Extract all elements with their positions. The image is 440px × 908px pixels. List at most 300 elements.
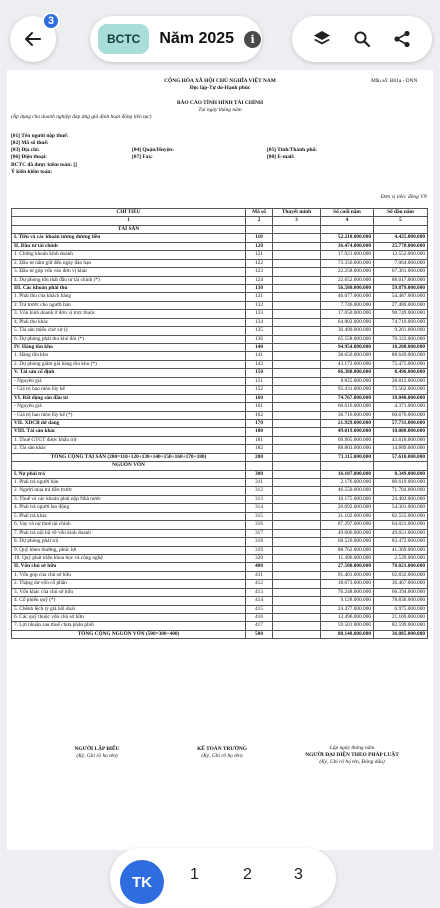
table-row xyxy=(12,580,428,588)
table-row xyxy=(12,259,428,267)
row-code: 400 xyxy=(246,563,273,571)
row-label: NGUỒN VỐN xyxy=(12,462,246,470)
page-2-button[interactable]: 2 xyxy=(243,866,252,883)
row-label: 1. Vốn góp của chủ sở hữu xyxy=(12,571,246,579)
page-3-button[interactable]: 3 xyxy=(294,866,303,883)
currency-unit: Đơn vị tiền: đồng VN xyxy=(380,194,427,200)
row-start-value: 88.649.000.000 xyxy=(374,352,428,360)
table-row xyxy=(12,529,428,537)
row-code: 180 xyxy=(246,428,273,436)
row-end-value: 22.652.000.000 xyxy=(321,276,374,284)
row-start-value: 21.169.000.000 xyxy=(374,614,428,622)
row-note-ref xyxy=(273,419,321,427)
row-note-ref xyxy=(273,436,321,444)
row-start-value: 7.064.000.000 xyxy=(374,259,428,267)
row-start-value: 57.731.000.000 xyxy=(374,419,428,427)
row-note-ref xyxy=(273,284,321,292)
table-row xyxy=(12,521,428,529)
row-note-ref xyxy=(273,512,321,520)
row-code: 131 xyxy=(246,293,273,301)
row-label: II. Đầu tư tài chính xyxy=(12,242,246,250)
form-label: Mẫu số: B01a - DNN xyxy=(371,78,418,84)
row-note-ref xyxy=(273,394,321,402)
row-code: 162 xyxy=(246,411,273,419)
row-start-value: 8.496.000.000 xyxy=(374,369,428,377)
row-code: 136 xyxy=(246,335,273,343)
field-05: [05] Tỉnh/Thành phố: xyxy=(267,147,317,153)
row-label: I. Tiền và các khoản tương đương tiền xyxy=(12,234,246,242)
date-line: Tại ngày tháng năm xyxy=(198,107,242,113)
row-end-value: 36.716.000.000 xyxy=(321,411,374,419)
row-note-ref xyxy=(273,445,321,453)
row-start-value: 43.618.000.000 xyxy=(374,436,428,444)
motto: Độc lập-Tự do-Hạnh phúc xyxy=(189,85,251,91)
col-number: 5 xyxy=(374,217,428,225)
row-note-ref xyxy=(273,242,321,250)
row-code: 414 xyxy=(246,597,273,605)
row-code: 110 xyxy=(246,234,273,242)
row-note-ref xyxy=(273,352,321,360)
row-note-ref xyxy=(273,403,321,411)
table-row xyxy=(12,571,428,579)
table-row xyxy=(12,335,428,343)
row-end-value: 69.905.000.000 xyxy=(321,436,374,444)
field-06: [06] Điện thoại: xyxy=(11,154,47,160)
row-start-value: 14.689.000.000 xyxy=(374,445,428,453)
row-end-value: 13.496.000.000 xyxy=(321,614,374,622)
row-note-ref xyxy=(273,546,321,554)
field-07: [07] Fax: xyxy=(132,154,153,160)
row-code: 417 xyxy=(246,622,273,630)
table-row xyxy=(12,462,428,470)
row-label: 2. Dự phòng giảm giá hàng tồn kho (*) xyxy=(12,360,246,368)
row-label: I. Nợ phải trả xyxy=(12,470,246,478)
table-row xyxy=(12,588,428,596)
row-end-value xyxy=(321,225,374,233)
row-note-ref xyxy=(273,335,321,343)
row-code xyxy=(246,462,273,470)
row-start-value: 70.333.000.000 xyxy=(374,335,428,343)
row-start-value: 49.651.000.000 xyxy=(374,529,428,537)
row-label: 2. Trả trước cho người bán xyxy=(12,301,246,309)
row-label: VIII. Tài sản khác xyxy=(12,428,246,436)
row-label: 8. Dự phòng phải trả xyxy=(12,538,246,546)
doc-code-chip: BCTC xyxy=(98,24,149,54)
row-start-value: 27.480.000.000 xyxy=(374,301,428,309)
row-end-value: 56.580.000.000 xyxy=(321,284,374,292)
row-note-ref xyxy=(273,369,321,377)
row-start-value: 30.467.000.000 xyxy=(374,580,428,588)
row-note-ref xyxy=(273,529,321,537)
row-end-value: 46.077.000.000 xyxy=(321,293,374,301)
preparer-note: (Ký, Ghi rõ họ tên) xyxy=(76,753,118,759)
table-row xyxy=(12,360,428,368)
row-code: 140 xyxy=(246,344,273,352)
row-note-ref xyxy=(273,268,321,276)
row-code: 124 xyxy=(246,276,273,284)
row-note-ref xyxy=(273,453,321,461)
row-label: TỔNG CỘNG NGUỒN VỐN (500=300+400) xyxy=(12,630,246,638)
row-label: 1. Phải trả người bán xyxy=(12,479,246,487)
opinion-line: Ý kiến kiểm toán: xyxy=(11,169,53,175)
page-1-button[interactable]: 1 xyxy=(190,866,199,883)
row-label: V. Tài sản cố định xyxy=(12,369,246,377)
table-row xyxy=(12,445,428,453)
field-01: [01] Tên người nộp thuế: xyxy=(11,133,69,139)
row-code: 312 xyxy=(246,487,273,495)
table-row xyxy=(12,614,428,622)
table-header-row xyxy=(12,209,428,217)
balance-sheet-table xyxy=(11,208,428,639)
notification-badge: 3 xyxy=(42,12,60,30)
row-label: 4. Cổ phiếu quỹ (*) xyxy=(12,597,246,605)
row-label: IV. Hàng tồn kho xyxy=(12,344,246,352)
row-label: 4. Phải trả người lao động xyxy=(12,504,246,512)
row-label: TÀI SẢN xyxy=(12,225,246,233)
row-end-value: 88.148.000.000 xyxy=(321,630,374,638)
row-end-value: 73.356.000.000 xyxy=(321,259,374,267)
row-end-value: 49.019.000.000 xyxy=(321,428,374,436)
table-row xyxy=(12,554,428,562)
accountant-title: KẾ TOÁN TRƯỞNG xyxy=(197,746,247,752)
row-label: - Nguyên giá xyxy=(12,403,246,411)
table-row xyxy=(12,538,428,546)
col-header: CHỈ TIÊU xyxy=(12,209,246,217)
actions-pill xyxy=(292,16,432,62)
row-code: 313 xyxy=(246,495,273,503)
row-end-value: 43.172.000.000 xyxy=(321,360,374,368)
document-title-pill[interactable] xyxy=(90,16,262,62)
row-label: III. Các khoản phải thu xyxy=(12,284,246,292)
arrow-left-icon xyxy=(21,27,45,51)
row-label: 6. Các quỹ thuộc vốn chủ sở hữu xyxy=(12,614,246,622)
row-end-value xyxy=(321,462,374,470)
row-end-value: 10.175.000.000 xyxy=(321,495,374,503)
row-code: 161 xyxy=(246,403,273,411)
row-start-value xyxy=(374,225,428,233)
row-end-value: 49.606.000.000 xyxy=(321,529,374,537)
row-label: 6. Dự phòng phải thu khó đòi (*) xyxy=(12,335,246,343)
row-code: 151 xyxy=(246,377,273,385)
row-note-ref xyxy=(273,554,321,562)
row-code: 170 xyxy=(246,419,273,427)
row-label: VII. XDCB dở dang xyxy=(12,419,246,427)
table-row xyxy=(12,369,428,377)
row-label: 3. Đầu tư góp vốn vào đơn vị khác xyxy=(12,268,246,276)
row-code: 415 xyxy=(246,605,273,613)
row-code: 311 xyxy=(246,479,273,487)
row-note-ref xyxy=(273,504,321,512)
row-note-ref xyxy=(273,495,321,503)
row-label: II. Vốn chủ sở hữu xyxy=(12,563,246,571)
row-label: 5. Phải trả khác xyxy=(12,512,246,520)
row-label: 9. Quỹ khen thưởng, phúc lợi xyxy=(12,546,246,554)
row-start-value: 36.085.000.000 xyxy=(374,630,428,638)
row-end-value: 71.115.000.000 xyxy=(321,453,374,461)
row-label: 3. Thuế và các khoản phải nộp Nhà nước xyxy=(12,495,246,503)
table-row xyxy=(12,630,428,638)
row-start-value: 54.301.000.000 xyxy=(374,504,428,512)
table-row xyxy=(12,419,428,427)
table-row xyxy=(12,605,428,613)
row-end-value: 20.092.000.000 xyxy=(321,504,374,512)
row-code: 182 xyxy=(246,445,273,453)
row-code: 123 xyxy=(246,268,273,276)
legal-rep-title: NGƯỜI ĐẠI DIỆN THEO PHÁP LUẬT xyxy=(305,752,399,758)
row-note-ref xyxy=(273,588,321,596)
row-end-value: 8.825.000.000 xyxy=(321,377,374,385)
row-end-value: 87.297.000.000 xyxy=(321,521,374,529)
row-note-ref xyxy=(273,462,321,470)
row-note-ref xyxy=(273,428,321,436)
table-row xyxy=(12,487,428,495)
table-row xyxy=(12,622,428,630)
row-start-value: 82.555.000.000 xyxy=(374,512,428,520)
row-code: 120 xyxy=(246,242,273,250)
row-end-value: 17.921.000.000 xyxy=(321,251,374,259)
col-number: 4 xyxy=(321,217,374,225)
row-code: 411 xyxy=(246,571,273,579)
row-start-value: 59.879.000.000 xyxy=(374,284,428,292)
table-row xyxy=(12,546,428,554)
row-note-ref xyxy=(273,487,321,495)
row-label: 3. Vốn kinh doanh ở đơn vị trực thuộc xyxy=(12,310,246,318)
row-code: 134 xyxy=(246,318,273,326)
row-start-value: 67.361.000.000 xyxy=(374,268,428,276)
row-label: 10. Quỹ phát triển khoa học và công nghệ xyxy=(12,554,246,562)
row-label: 6. Vay và nợ thuê tài chính xyxy=(12,521,246,529)
row-start-value: 75.475.000.000 xyxy=(374,360,428,368)
row-start-value: 6.975.000.000 xyxy=(374,605,428,613)
table-row xyxy=(12,284,428,292)
row-end-value: 68.520.000.000 xyxy=(321,538,374,546)
table-row xyxy=(12,310,428,318)
row-code: 200 xyxy=(246,453,273,461)
row-label: 1. Chứng khoán kinh doanh xyxy=(12,251,246,259)
applies-note: (Áp dụng cho doanh nghiệp đáp ứng giả định hoạt động liên tục) xyxy=(11,114,152,120)
row-note-ref xyxy=(273,597,321,605)
row-label: - Giá trị hao mòn lũy kế (*) xyxy=(12,411,246,419)
row-code: 316 xyxy=(246,521,273,529)
row-code: 300 xyxy=(246,470,273,478)
row-start-value xyxy=(374,462,428,470)
row-code: 315 xyxy=(246,512,273,520)
table-row xyxy=(12,512,428,520)
row-end-value: 76.248.000.000 xyxy=(321,588,374,596)
layers-icon[interactable] xyxy=(310,27,334,51)
row-start-value: 74.710.000.000 xyxy=(374,318,428,326)
row-start-value: 54.487.000.000 xyxy=(374,293,428,301)
row-end-value: 9.128.000.000 xyxy=(321,597,374,605)
row-start-value: 78.830.000.000 xyxy=(374,597,428,605)
table-row xyxy=(12,411,428,419)
year-title: Năm 2025 xyxy=(159,30,235,47)
table-row xyxy=(12,225,428,233)
info-icon[interactable]: i xyxy=(244,31,261,48)
table-row xyxy=(12,301,428,309)
row-start-value: 57.610.000.000 xyxy=(374,453,428,461)
row-end-value: 22.258.000.000 xyxy=(321,268,374,276)
row-note-ref xyxy=(273,344,321,352)
row-end-value: 11.496.000.000 xyxy=(321,554,374,562)
accountant-note: (Ký, Ghi rõ họ tên) xyxy=(201,753,243,759)
row-note-ref xyxy=(273,360,321,368)
field-08: [08] E-mail: xyxy=(267,154,295,160)
row-code: 130 xyxy=(246,284,273,292)
row-note-ref xyxy=(273,479,321,487)
row-note-ref xyxy=(273,377,321,385)
row-end-value: 30.490.000.000 xyxy=(321,327,374,335)
field-02: [02] Mã số thuế: xyxy=(11,140,49,146)
row-note-ref xyxy=(273,622,321,630)
row-code: 314 xyxy=(246,504,273,512)
row-code: 413 xyxy=(246,588,273,596)
row-start-value: 18.200.000.000 xyxy=(374,344,428,352)
share-icon[interactable] xyxy=(390,27,414,51)
row-label: VI. Bất động sản đầu tư xyxy=(12,394,246,402)
row-end-value: 65.558.000.000 xyxy=(321,335,374,343)
row-end-value: 18.673.000.000 xyxy=(321,580,374,588)
row-end-value: 21.929.000.000 xyxy=(321,419,374,427)
row-note-ref xyxy=(273,251,321,259)
table-row xyxy=(12,436,428,444)
row-start-value: 4.371.000.000 xyxy=(374,403,428,411)
row-start-value: 4.425.000.000 xyxy=(374,234,428,242)
table-row xyxy=(12,428,428,436)
row-note-ref xyxy=(273,293,321,301)
table-row xyxy=(12,403,428,411)
row-note-ref xyxy=(273,225,321,233)
row-end-value: 95.431.000.000 xyxy=(321,386,374,394)
row-start-value: 9.261.000.000 xyxy=(374,327,428,335)
row-label: TỔNG CỘNG TÀI SẢN (200=110+120+130+140+150+160+170+180) xyxy=(12,453,246,461)
row-note-ref xyxy=(273,630,321,638)
row-end-value: 91.401.000.000 xyxy=(321,571,374,579)
row-start-value: 18.040.000.000 xyxy=(374,394,428,402)
col-number: 3 xyxy=(273,217,321,225)
row-end-value: 46.550.000.000 xyxy=(321,487,374,495)
table-row xyxy=(12,453,428,461)
column-number-row xyxy=(12,217,428,225)
table-row xyxy=(12,504,428,512)
row-end-value: 66.616.000.000 xyxy=(321,403,374,411)
row-start-value: 71.784.000.000 xyxy=(374,487,428,495)
row-end-value: 27.500.000.000 xyxy=(321,563,374,571)
row-code: 319 xyxy=(246,546,273,554)
row-end-value: 17.050.000.000 xyxy=(321,310,374,318)
row-end-value: 88.762.000.000 xyxy=(321,546,374,554)
table-row xyxy=(12,327,428,335)
row-label: - Giá trị hao mòn lũy kế xyxy=(12,386,246,394)
tab-tk[interactable]: TK xyxy=(120,860,164,904)
row-end-value: 52.218.000.000 xyxy=(321,234,374,242)
row-start-value: 90.749.000.000 xyxy=(374,310,428,318)
row-end-value: 59.501.000.000 xyxy=(321,622,374,630)
row-label: 7. Lợi nhuận sau thuế chưa phân phối xyxy=(12,622,246,630)
row-end-value: 24.477.000.000 xyxy=(321,605,374,613)
row-note-ref xyxy=(273,538,321,546)
report-page xyxy=(7,70,433,850)
row-end-value: 86.380.000.000 xyxy=(321,369,374,377)
table-row xyxy=(12,563,428,571)
row-start-value: 10.000.000.000 xyxy=(374,428,428,436)
row-code: 181 xyxy=(246,436,273,444)
row-start-value: 83.472.000.000 xyxy=(374,538,428,546)
page-nav xyxy=(110,848,336,908)
row-start-value: 25.770.000.000 xyxy=(374,242,428,250)
table-row xyxy=(12,251,428,259)
row-code: 122 xyxy=(246,259,273,267)
table-row xyxy=(12,293,428,301)
row-end-value: 16.107.000.000 xyxy=(321,470,374,478)
sign-date: Lập ngày tháng năm xyxy=(329,745,375,751)
report-title: BÁO CÁO TÌNH HÌNH TÀI CHÍNH xyxy=(176,100,264,106)
row-code: 320 xyxy=(246,554,273,562)
table-row xyxy=(12,394,428,402)
row-note-ref xyxy=(273,470,321,478)
row-note-ref xyxy=(273,276,321,284)
row-label: 1. Hàng tồn kho xyxy=(12,352,246,360)
row-label: 3. Vốn khác của chủ sở hữu xyxy=(12,588,246,596)
row-start-value: 41.369.000.000 xyxy=(374,546,428,554)
row-end-value: 31.102.000.000 xyxy=(321,512,374,520)
row-end-value: 38.650.000.000 xyxy=(321,352,374,360)
row-note-ref xyxy=(273,234,321,242)
row-start-value: 8.349.000.000 xyxy=(374,470,428,478)
search-icon[interactable] xyxy=(350,27,374,51)
row-start-value: 24.482.000.000 xyxy=(374,495,428,503)
row-code: 150 xyxy=(246,369,273,377)
row-note-ref xyxy=(273,301,321,309)
table-row xyxy=(12,470,428,478)
row-code: 412 xyxy=(246,580,273,588)
audited-line: BCTC đã được kiểm toán: [] xyxy=(11,162,77,168)
table-row xyxy=(12,352,428,360)
row-end-value: 36.474.000.000 xyxy=(321,242,374,250)
row-code: 317 xyxy=(246,529,273,537)
row-note-ref xyxy=(273,411,321,419)
row-label: 4. Dự phòng tổn thất đầu tư tài chính (*) xyxy=(12,276,246,284)
row-note-ref xyxy=(273,310,321,318)
row-end-value: 88.803.000.000 xyxy=(321,445,374,453)
row-note-ref xyxy=(273,327,321,335)
field-03: [03] Địa chỉ: xyxy=(11,147,40,153)
top-bar xyxy=(0,0,440,70)
row-end-value: 7.746.000.000 xyxy=(321,301,374,309)
row-label: 2. Đầu tư nắm giữ đến ngày đáo hạn xyxy=(12,259,246,267)
row-start-value: 64.021.000.000 xyxy=(374,521,428,529)
row-label: 5. Chênh lệch tỷ giá hối đoái xyxy=(12,605,246,613)
row-label: 7. Phải trả nội bộ về vốn kinh doanh xyxy=(12,529,246,537)
table-row xyxy=(12,234,428,242)
col-header: Thuyết minh xyxy=(273,209,321,217)
col-header: Số đầu năm xyxy=(374,209,428,217)
row-code: 133 xyxy=(246,310,273,318)
row-start-value: 73.562.000.000 xyxy=(374,386,428,394)
row-end-value: 2.176.000.000 xyxy=(321,479,374,487)
table-row xyxy=(12,386,428,394)
row-start-value: 60.670.000.000 xyxy=(374,411,428,419)
row-start-value: 62.832.000.000 xyxy=(374,571,428,579)
row-code: 500 xyxy=(246,630,273,638)
row-start-value: 66.394.000.000 xyxy=(374,588,428,596)
col-header: Số cuối năm xyxy=(321,209,374,217)
field-04: [04] Quận/Huyện: xyxy=(132,147,174,153)
row-label: 1. Phải thu của khách hàng xyxy=(12,293,246,301)
table-row xyxy=(12,479,428,487)
row-code: 416 xyxy=(246,614,273,622)
col-number: 1 xyxy=(12,217,246,225)
